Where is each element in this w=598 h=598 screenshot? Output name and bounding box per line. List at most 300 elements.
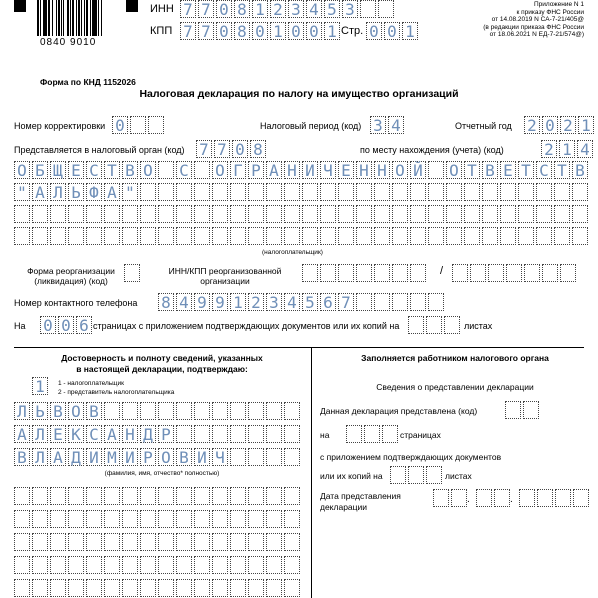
form-cell[interactable]	[158, 510, 174, 528]
form-cell[interactable]	[560, 264, 576, 282]
form-cell[interactable]	[230, 556, 246, 574]
form-cell[interactable]	[320, 227, 336, 245]
form-cell[interactable]	[194, 579, 210, 597]
form-cell[interactable]	[194, 161, 210, 179]
form-cell[interactable]	[230, 293, 246, 311]
form-cell[interactable]	[284, 533, 300, 551]
form-cell[interactable]	[14, 533, 30, 551]
form-cell[interactable]	[266, 579, 282, 597]
form-cell[interactable]	[390, 466, 406, 484]
form-cell[interactable]	[270, 0, 286, 18]
form-cell[interactable]	[230, 402, 246, 420]
form-cell[interactable]	[266, 227, 282, 245]
form-cell[interactable]	[50, 579, 66, 597]
form-cell[interactable]	[346, 425, 362, 443]
form-cell[interactable]	[426, 316, 442, 334]
form-cell[interactable]	[86, 161, 102, 179]
form-cell[interactable]	[14, 556, 30, 574]
form-cell[interactable]	[140, 533, 156, 551]
form-cell[interactable]	[248, 533, 264, 551]
form-cell[interactable]	[464, 161, 480, 179]
form-cell[interactable]	[194, 425, 210, 443]
form-cell[interactable]	[248, 448, 264, 466]
form-cell[interactable]	[122, 556, 138, 574]
form-cell[interactable]	[356, 227, 372, 245]
form-cell[interactable]	[230, 425, 246, 443]
form-cell[interactable]	[302, 161, 318, 179]
form-cell[interactable]	[212, 425, 228, 443]
form-cell[interactable]	[194, 487, 210, 505]
form-cell[interactable]	[212, 448, 228, 466]
form-cell[interactable]	[374, 293, 390, 311]
form-cell[interactable]	[500, 227, 516, 245]
form-cell[interactable]	[158, 402, 174, 420]
form-cell[interactable]	[68, 579, 84, 597]
form-cell[interactable]	[324, 22, 340, 40]
form-cell[interactable]	[266, 402, 282, 420]
form-cell[interactable]	[194, 183, 210, 201]
form-cell[interactable]	[194, 448, 210, 466]
form-cell[interactable]	[338, 264, 354, 282]
form-cell[interactable]	[284, 293, 300, 311]
form-cell[interactable]	[410, 293, 426, 311]
form-cell[interactable]	[320, 183, 336, 201]
form-cell[interactable]	[500, 183, 516, 201]
form-cell[interactable]	[536, 161, 552, 179]
form-cell[interactable]	[392, 227, 408, 245]
form-cell[interactable]	[230, 487, 246, 505]
form-cell[interactable]	[342, 0, 358, 18]
form-cell[interactable]	[494, 489, 510, 507]
form-cell[interactable]	[542, 264, 558, 282]
form-cell[interactable]	[428, 183, 444, 201]
form-cell[interactable]	[68, 227, 84, 245]
form-cell[interactable]	[196, 140, 212, 158]
form-cell[interactable]	[104, 556, 120, 574]
form-cell[interactable]	[194, 205, 210, 223]
form-cell[interactable]	[338, 183, 354, 201]
form-cell[interactable]	[248, 579, 264, 597]
form-cell[interactable]	[68, 425, 84, 443]
form-cell[interactable]	[252, 0, 268, 18]
form-cell[interactable]	[248, 487, 264, 505]
form-cell[interactable]	[68, 448, 84, 466]
form-cell[interactable]	[194, 556, 210, 574]
form-cell[interactable]	[446, 227, 462, 245]
form-cell[interactable]	[158, 183, 174, 201]
form-cell[interactable]	[68, 556, 84, 574]
form-cell[interactable]	[32, 487, 48, 505]
form-cell[interactable]	[374, 264, 390, 282]
form-cell[interactable]	[302, 293, 318, 311]
form-cell[interactable]	[14, 227, 30, 245]
form-cell[interactable]	[266, 448, 282, 466]
form-cell[interactable]	[284, 425, 300, 443]
form-cell[interactable]	[230, 533, 246, 551]
form-cell[interactable]	[50, 510, 66, 528]
form-cell[interactable]	[104, 533, 120, 551]
form-cell[interactable]	[176, 510, 192, 528]
form-cell[interactable]	[50, 183, 66, 201]
form-cell[interactable]	[86, 487, 102, 505]
form-cell[interactable]	[140, 161, 156, 179]
form-cell[interactable]	[505, 401, 521, 419]
form-cell[interactable]	[32, 402, 48, 420]
form-cell[interactable]	[194, 293, 210, 311]
form-cell[interactable]	[104, 402, 120, 420]
form-cell[interactable]	[518, 183, 534, 201]
form-cell[interactable]	[140, 448, 156, 466]
form-cell[interactable]	[122, 205, 138, 223]
form-cell[interactable]	[14, 448, 30, 466]
form-cell[interactable]	[50, 448, 66, 466]
form-cell[interactable]	[212, 402, 228, 420]
form-cell[interactable]	[410, 205, 426, 223]
form-cell[interactable]	[248, 205, 264, 223]
form-cell[interactable]	[248, 402, 264, 420]
form-cell[interactable]	[392, 264, 408, 282]
form-cell[interactable]	[68, 487, 84, 505]
form-cell[interactable]	[140, 183, 156, 201]
form-cell[interactable]	[122, 161, 138, 179]
form-cell[interactable]	[122, 448, 138, 466]
form-cell[interactable]	[68, 510, 84, 528]
form-cell[interactable]	[410, 183, 426, 201]
form-cell[interactable]	[212, 510, 228, 528]
form-cell[interactable]	[176, 402, 192, 420]
form-cell[interactable]	[124, 264, 140, 282]
form-cell[interactable]	[320, 161, 336, 179]
form-cell[interactable]	[122, 227, 138, 245]
form-cell[interactable]	[324, 0, 340, 18]
form-cell[interactable]	[338, 227, 354, 245]
form-cell[interactable]	[266, 533, 282, 551]
form-cell[interactable]	[488, 264, 504, 282]
form-cell[interactable]	[428, 205, 444, 223]
form-cell[interactable]	[284, 183, 300, 201]
form-cell[interactable]	[306, 0, 322, 18]
form-cell[interactable]	[104, 448, 120, 466]
form-cell[interactable]	[122, 183, 138, 201]
form-cell[interactable]	[464, 183, 480, 201]
form-cell[interactable]	[288, 22, 304, 40]
form-cell[interactable]	[284, 161, 300, 179]
form-cell[interactable]	[266, 556, 282, 574]
form-cell[interactable]	[284, 556, 300, 574]
form-cell[interactable]	[408, 466, 424, 484]
form-cell[interactable]	[572, 161, 588, 179]
form-cell[interactable]	[158, 425, 174, 443]
form-cell[interactable]	[68, 161, 84, 179]
form-cell[interactable]	[392, 293, 408, 311]
form-cell[interactable]	[356, 183, 372, 201]
form-cell[interactable]	[176, 293, 192, 311]
form-cell[interactable]	[572, 205, 588, 223]
form-cell[interactable]	[374, 161, 390, 179]
form-cell[interactable]	[428, 293, 444, 311]
form-cell[interactable]	[374, 183, 390, 201]
form-cell[interactable]	[524, 116, 540, 134]
form-cell[interactable]	[32, 448, 48, 466]
form-cell[interactable]	[68, 183, 84, 201]
form-cell[interactable]	[158, 579, 174, 597]
form-cell[interactable]	[554, 227, 570, 245]
form-cell[interactable]	[284, 205, 300, 223]
form-cell[interactable]	[560, 116, 576, 134]
form-cell[interactable]	[212, 183, 228, 201]
form-cell[interactable]	[554, 183, 570, 201]
form-cell[interactable]	[158, 448, 174, 466]
form-cell[interactable]	[518, 161, 534, 179]
form-cell[interactable]	[158, 533, 174, 551]
form-cell[interactable]	[158, 487, 174, 505]
form-cell[interactable]	[68, 205, 84, 223]
form-cell[interactable]	[232, 140, 248, 158]
form-cell[interactable]	[198, 22, 214, 40]
form-cell[interactable]	[374, 205, 390, 223]
form-cell[interactable]	[158, 227, 174, 245]
form-cell[interactable]	[446, 183, 462, 201]
form-cell[interactable]	[50, 425, 66, 443]
form-cell[interactable]	[194, 533, 210, 551]
form-cell[interactable]	[176, 425, 192, 443]
form-cell[interactable]	[360, 0, 376, 18]
form-cell[interactable]	[270, 22, 286, 40]
form-cell[interactable]	[212, 487, 228, 505]
form-cell[interactable]	[302, 264, 318, 282]
form-cell[interactable]	[212, 556, 228, 574]
form-cell[interactable]	[288, 0, 304, 18]
form-cell[interactable]	[14, 579, 30, 597]
form-cell[interactable]	[32, 227, 48, 245]
form-cell[interactable]	[122, 487, 138, 505]
form-cell[interactable]	[86, 425, 102, 443]
form-cell[interactable]	[410, 161, 426, 179]
form-cell[interactable]	[266, 487, 282, 505]
form-cell[interactable]	[356, 293, 372, 311]
form-cell[interactable]	[464, 205, 480, 223]
form-cell[interactable]	[176, 448, 192, 466]
form-cell[interactable]	[248, 161, 264, 179]
form-cell[interactable]	[356, 205, 372, 223]
form-cell[interactable]	[86, 402, 102, 420]
form-cell[interactable]	[112, 116, 128, 134]
form-cell[interactable]	[320, 264, 336, 282]
form-cell[interactable]	[388, 116, 404, 134]
form-cell[interactable]	[500, 161, 516, 179]
form-cell[interactable]	[248, 183, 264, 201]
form-cell[interactable]	[104, 161, 120, 179]
form-cell[interactable]	[428, 227, 444, 245]
form-cell[interactable]	[158, 205, 174, 223]
form-cell[interactable]	[541, 140, 557, 158]
form-cell[interactable]	[542, 116, 558, 134]
form-cell[interactable]	[140, 579, 156, 597]
form-cell[interactable]	[14, 205, 30, 223]
form-cell[interactable]	[518, 227, 534, 245]
form-cell[interactable]	[408, 316, 424, 334]
form-cell[interactable]	[266, 205, 282, 223]
form-cell[interactable]	[536, 227, 552, 245]
form-cell[interactable]	[402, 22, 418, 40]
form-cell[interactable]	[338, 205, 354, 223]
form-cell[interactable]	[32, 161, 48, 179]
form-cell[interactable]	[284, 227, 300, 245]
form-cell[interactable]	[555, 489, 571, 507]
form-cell[interactable]	[14, 402, 30, 420]
form-cell[interactable]	[559, 140, 575, 158]
form-cell[interactable]	[32, 510, 48, 528]
form-cell[interactable]	[230, 510, 246, 528]
form-cell[interactable]	[306, 22, 322, 40]
form-cell[interactable]	[392, 183, 408, 201]
form-cell[interactable]	[176, 161, 192, 179]
form-cell[interactable]	[266, 293, 282, 311]
form-cell[interactable]	[284, 510, 300, 528]
form-cell[interactable]	[482, 183, 498, 201]
form-cell[interactable]	[384, 22, 400, 40]
form-cell[interactable]	[446, 161, 462, 179]
form-cell[interactable]	[212, 205, 228, 223]
form-cell[interactable]	[464, 227, 480, 245]
form-cell[interactable]	[302, 205, 318, 223]
form-cell[interactable]	[234, 22, 250, 40]
form-cell[interactable]	[194, 227, 210, 245]
form-cell[interactable]	[370, 116, 386, 134]
form-cell[interactable]	[32, 425, 48, 443]
form-cell[interactable]	[158, 161, 174, 179]
form-cell[interactable]	[32, 556, 48, 574]
form-cell[interactable]	[338, 161, 354, 179]
form-cell[interactable]	[320, 293, 336, 311]
form-cell[interactable]	[130, 116, 146, 134]
form-cell[interactable]	[50, 533, 66, 551]
form-cell[interactable]	[452, 264, 468, 282]
form-cell[interactable]	[250, 140, 266, 158]
form-cell[interactable]	[230, 579, 246, 597]
form-cell[interactable]	[230, 161, 246, 179]
form-cell[interactable]	[248, 227, 264, 245]
form-cell[interactable]	[482, 205, 498, 223]
form-cell[interactable]	[198, 0, 214, 18]
form-cell[interactable]	[68, 402, 84, 420]
form-cell[interactable]	[50, 227, 66, 245]
form-cell[interactable]	[519, 489, 535, 507]
form-cell[interactable]	[140, 402, 156, 420]
form-cell[interactable]	[122, 402, 138, 420]
form-cell[interactable]	[14, 487, 30, 505]
form-cell[interactable]	[482, 227, 498, 245]
form-cell[interactable]	[518, 205, 534, 223]
form-cell[interactable]	[476, 489, 492, 507]
form-cell[interactable]	[433, 489, 449, 507]
form-cell[interactable]	[212, 579, 228, 597]
form-cell[interactable]	[86, 510, 102, 528]
form-cell[interactable]	[32, 183, 48, 201]
form-cell[interactable]	[86, 205, 102, 223]
form-cell[interactable]	[140, 425, 156, 443]
form-cell[interactable]	[366, 22, 382, 40]
form-cell[interactable]	[86, 448, 102, 466]
form-cell[interactable]	[572, 227, 588, 245]
form-cell[interactable]	[50, 556, 66, 574]
form-cell[interactable]	[554, 205, 570, 223]
form-cell[interactable]	[140, 487, 156, 505]
form-cell[interactable]	[446, 205, 462, 223]
form-cell[interactable]	[302, 183, 318, 201]
form-cell[interactable]	[230, 183, 246, 201]
form-cell[interactable]	[176, 183, 192, 201]
form-cell[interactable]	[212, 161, 228, 179]
form-cell[interactable]	[194, 510, 210, 528]
form-cell[interactable]	[523, 401, 539, 419]
form-cell[interactable]	[50, 161, 66, 179]
form-cell[interactable]	[104, 487, 120, 505]
form-cell[interactable]	[212, 293, 228, 311]
form-cell[interactable]	[284, 579, 300, 597]
form-cell[interactable]	[426, 466, 442, 484]
form-cell[interactable]	[392, 161, 408, 179]
form-cell[interactable]	[176, 556, 192, 574]
form-cell[interactable]	[14, 510, 30, 528]
form-cell[interactable]	[451, 489, 467, 507]
form-cell[interactable]	[356, 264, 372, 282]
form-cell[interactable]	[284, 448, 300, 466]
form-cell[interactable]	[578, 116, 594, 134]
form-cell[interactable]	[320, 205, 336, 223]
form-cell[interactable]	[230, 205, 246, 223]
form-cell[interactable]	[148, 116, 164, 134]
form-cell[interactable]	[140, 205, 156, 223]
form-cell[interactable]	[50, 205, 66, 223]
form-cell[interactable]	[572, 183, 588, 201]
form-cell[interactable]	[382, 425, 398, 443]
form-cell[interactable]	[14, 161, 30, 179]
form-cell[interactable]	[248, 556, 264, 574]
form-cell[interactable]	[266, 510, 282, 528]
form-cell[interactable]	[158, 293, 174, 311]
form-cell[interactable]	[536, 183, 552, 201]
form-cell[interactable]	[234, 0, 250, 18]
form-cell[interactable]	[248, 425, 264, 443]
form-cell[interactable]	[554, 161, 570, 179]
form-cell[interactable]	[50, 402, 66, 420]
form-cell[interactable]	[248, 293, 264, 311]
form-cell[interactable]	[176, 227, 192, 245]
form-cell[interactable]	[68, 533, 84, 551]
form-cell[interactable]	[470, 264, 486, 282]
form-cell[interactable]	[338, 293, 354, 311]
form-cell[interactable]	[58, 316, 74, 334]
form-cell[interactable]	[104, 425, 120, 443]
form-cell[interactable]	[284, 402, 300, 420]
form-cell[interactable]	[212, 533, 228, 551]
form-cell[interactable]	[536, 205, 552, 223]
form-cell[interactable]	[410, 227, 426, 245]
form-cell[interactable]	[86, 556, 102, 574]
form-cell[interactable]	[140, 556, 156, 574]
form-cell[interactable]	[506, 264, 522, 282]
form-cell[interactable]	[428, 161, 444, 179]
form-cell[interactable]	[573, 489, 589, 507]
form-cell[interactable]	[32, 377, 48, 395]
form-cell[interactable]	[176, 579, 192, 597]
form-cell[interactable]	[392, 205, 408, 223]
form-cell[interactable]	[104, 183, 120, 201]
form-cell[interactable]	[266, 161, 282, 179]
form-cell[interactable]	[524, 264, 540, 282]
form-cell[interactable]	[248, 510, 264, 528]
